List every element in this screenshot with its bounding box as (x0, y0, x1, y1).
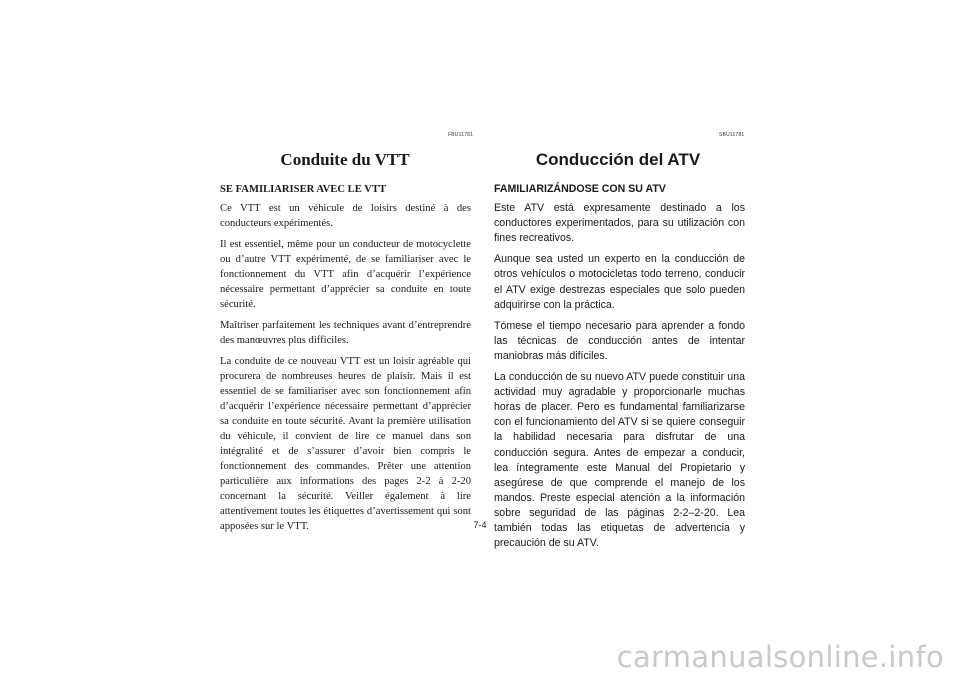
column-spanish (494, 182, 745, 557)
paragraph-fr-3: Maîtriser parfaitement les techniques avant d’entreprendre des manœuvres plus difficiles. (220, 320, 471, 346)
section-heading-fr: SE FAMILIARISER AVEC LE VTT (220, 184, 387, 195)
section-heading-es: FAMILIARIZÁNDOSE CON SU ATV (494, 183, 666, 195)
section-code-es: SBU11781 (719, 132, 745, 138)
paragraph-es-2: Aunque sea usted un experto en la conducción de otros vehículos o motocicletas todo terreno, conducir el ATV exige destrezas especiales que solo pueden adquirirse con la práctica. (494, 253, 745, 311)
column-french (220, 182, 471, 540)
paragraph-es-1: Este ATV está expresamente destinado a los conductores experimentados, para su utilización con fines recreativos. (494, 202, 745, 245)
paragraph-fr-4: La conduite de ce nouveau VTT est un loisir agréable qui procurera de nombreuses heures de plaisir. Mais il est essentiel de se familiariser avec son fonctionnement afin d’acquérir l’expérience nécessaire permettant d’apprécier sa conduite en toute sécurité. Avant la première utilisation du véhicule, il convient de lire ce manuel dans son intégralité et de s’assurer d’avoir bien compris le fonctionnement des commandes. Prêter une attention particulière aux informations des pages 2-2 à 2-20 concernant la sécurité. Veiller également à lire attentivement toutes les étiquettes d’avertissement qui sont apposées sur le VTT. (220, 356, 471, 532)
page-title-es: Conducción del ATV (535, 150, 701, 169)
section-code-fr: FBU11781 (448, 132, 474, 138)
paragraph-es-4: La conducción de su nuevo ATV puede constituir una actividad muy agradable y proporcionarle muchas horas de placer. Pero es fundamental familiarizarse con el funcionamiento del ATV si se quiere conseguir la habilidad necesaria para disfrutar de una conducción segura. Antes de empezar a conducir, lea íntegramente este Manual del Propietario y asegúrese de que comprende el manejo de los mandos. Preste especial atención a la información sobre seguridad de las páginas 2-2–2-20. Lea también todas las etiquetas de advertencia y precaución de su ATV. (494, 371, 745, 550)
paragraph-fr-1: Ce VTT est un véhicule de loisirs destiné à des conducteurs expérimentés. (220, 203, 471, 229)
paragraph-fr-2: Il est essentiel, même pour un conducteur de motocyclette ou d’autre VTT expérimenté, de se familiariser avec le fonctionnement du VTT afin d’acquérir l’expérience nécessaire permettant d’apprécier sa conduite en toute sécurité. (220, 239, 471, 310)
page-number: 7-4 (473, 520, 487, 530)
page-title-fr: Conduite du VTT (280, 150, 410, 169)
watermark-text: carmanualsonline.info (616, 640, 944, 674)
paragraph-es-3: Tómese el tiempo necesario para aprender a fondo las técnicas de conducción antes de intentar maniobras más difíciles. (494, 319, 745, 362)
